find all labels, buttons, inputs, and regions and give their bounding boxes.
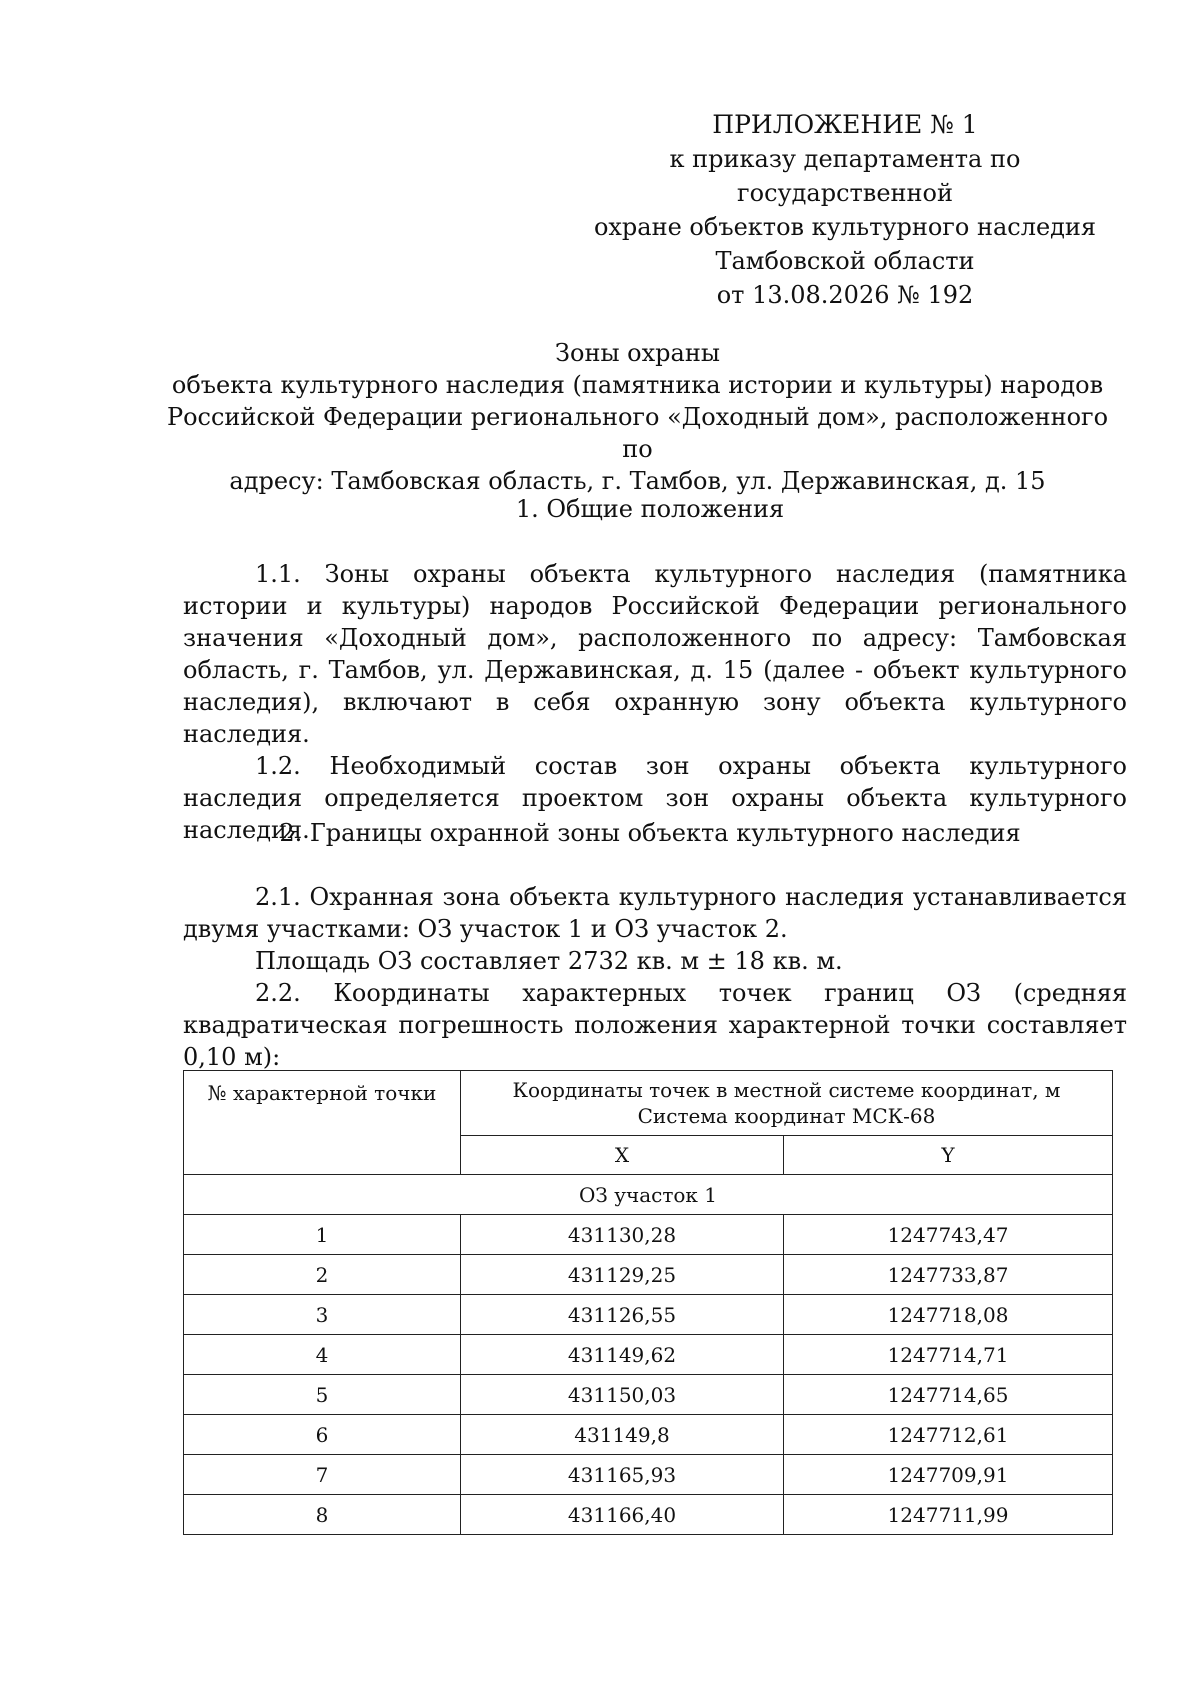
y-coordinate-cell: 1247712,61 bbox=[784, 1415, 1113, 1455]
y-coordinate-cell: 1247733,87 bbox=[784, 1255, 1113, 1295]
table-row bbox=[184, 1455, 1113, 1495]
x-coordinate-cell: 431149,62 bbox=[461, 1335, 784, 1375]
point-number-cell: 2 bbox=[184, 1255, 461, 1295]
appendix-block bbox=[560, 108, 1130, 312]
paragraph-1-2: 1.2. Необходимый состав зон охраны объекта культурного наследия определяется проектом зон охраны объекта культурного наследия. bbox=[183, 752, 1127, 844]
document-title bbox=[150, 337, 1125, 497]
header-system-line-2: Система координат МСК-68 bbox=[637, 1104, 936, 1128]
table-row bbox=[184, 1255, 1113, 1295]
table-group-row bbox=[184, 1175, 1113, 1215]
section-2-heading: 2. Границы охранной зоны объекта культурного наследия bbox=[279, 819, 1021, 847]
header-coordinate-system bbox=[461, 1071, 1113, 1136]
point-number-cell: 7 bbox=[184, 1455, 461, 1495]
header-x: X bbox=[461, 1136, 784, 1175]
table-row bbox=[184, 1215, 1113, 1255]
point-number-cell: 4 bbox=[184, 1335, 461, 1375]
appendix-line-3: Тамбовской области bbox=[715, 247, 975, 275]
group-label: ОЗ участок 1 bbox=[184, 1175, 1113, 1215]
appendix-line-1: к приказу департамента по государственной bbox=[669, 145, 1021, 207]
y-coordinate-cell: 1247709,91 bbox=[784, 1455, 1113, 1495]
section-1-heading: 1. Общие положения bbox=[515, 495, 785, 523]
title-line-2: объекта культурного наследия (памятника истории и культуры) народов bbox=[171, 371, 1104, 399]
x-coordinate-cell: 431149,8 bbox=[461, 1415, 784, 1455]
table-row bbox=[184, 1295, 1113, 1335]
header-point-number: № характерной точки bbox=[184, 1071, 461, 1175]
title-line-4: адресу: Тамбовская область, г. Тамбов, ул. Державинская, д. 15 bbox=[229, 467, 1046, 495]
x-coordinate-cell: 431150,03 bbox=[461, 1375, 784, 1415]
table-row bbox=[184, 1375, 1113, 1415]
paragraph-1-1: 1.1. Зоны охраны объекта культурного наследия (памятника истории и культуры) народов Российской Федерации регионального значения «Доходный дом», расположенного по адресу: Тамбовская область, г. Тамбов, ул. Державинская, д. 15 (далее - объект культурного наследия), включают в себя охранную зону объекта культурного наследия. bbox=[183, 560, 1127, 748]
point-number-cell: 6 bbox=[184, 1415, 461, 1455]
coordinates-table bbox=[183, 1070, 1113, 1535]
x-coordinate-cell: 431130,28 bbox=[461, 1215, 784, 1255]
table-row bbox=[184, 1335, 1113, 1375]
y-coordinate-cell: 1247714,65 bbox=[784, 1375, 1113, 1415]
header-system-line-1: Координаты точек в местной системе координат, м bbox=[512, 1078, 1061, 1102]
table-header-row bbox=[184, 1071, 1113, 1136]
appendix-line-2: охране объектов культурного наследия bbox=[593, 213, 1097, 241]
paragraph-area: Площадь ОЗ составляет 2732 кв. м ± 18 кв. м. bbox=[255, 947, 843, 975]
x-coordinate-cell: 431165,93 bbox=[461, 1455, 784, 1495]
title-line-1: Зоны охраны bbox=[555, 339, 720, 367]
appendix-heading: ПРИЛОЖЕНИЕ № 1 bbox=[712, 110, 978, 139]
table-row bbox=[184, 1415, 1113, 1455]
y-coordinate-cell: 1247743,47 bbox=[784, 1215, 1113, 1255]
section-2-body bbox=[183, 881, 1127, 1073]
point-number-cell: 3 bbox=[184, 1295, 461, 1335]
paragraph-2-2: 2.2. Координаты характерных точек границ ОЗ (средняя квадратическая погрешность положения характерной точки составляет 0,10 м): bbox=[183, 979, 1127, 1071]
x-coordinate-cell: 431126,55 bbox=[461, 1295, 784, 1335]
paragraph-2-1: 2.1. Охранная зона объекта культурного наследия устанавливается двумя участками: ОЗ участок 1 и ОЗ участок 2. bbox=[183, 883, 1127, 943]
point-number-cell: 8 bbox=[184, 1495, 461, 1535]
point-number-cell: 1 bbox=[184, 1215, 461, 1255]
y-coordinate-cell: 1247711,99 bbox=[784, 1495, 1113, 1535]
y-coordinate-cell: 1247718,08 bbox=[784, 1295, 1113, 1335]
header-y: Y bbox=[784, 1136, 1113, 1175]
point-number-cell: 5 bbox=[184, 1375, 461, 1415]
table-row bbox=[184, 1495, 1113, 1535]
appendix-line-4: от 13.08.2026 № 192 bbox=[716, 281, 974, 309]
y-coordinate-cell: 1247714,71 bbox=[784, 1335, 1113, 1375]
section-1-body bbox=[183, 558, 1127, 846]
x-coordinate-cell: 431166,40 bbox=[461, 1495, 784, 1535]
x-coordinate-cell: 431129,25 bbox=[461, 1255, 784, 1295]
title-line-3: Российской Федерации регионального «Доходный дом», расположенного по bbox=[166, 403, 1109, 463]
